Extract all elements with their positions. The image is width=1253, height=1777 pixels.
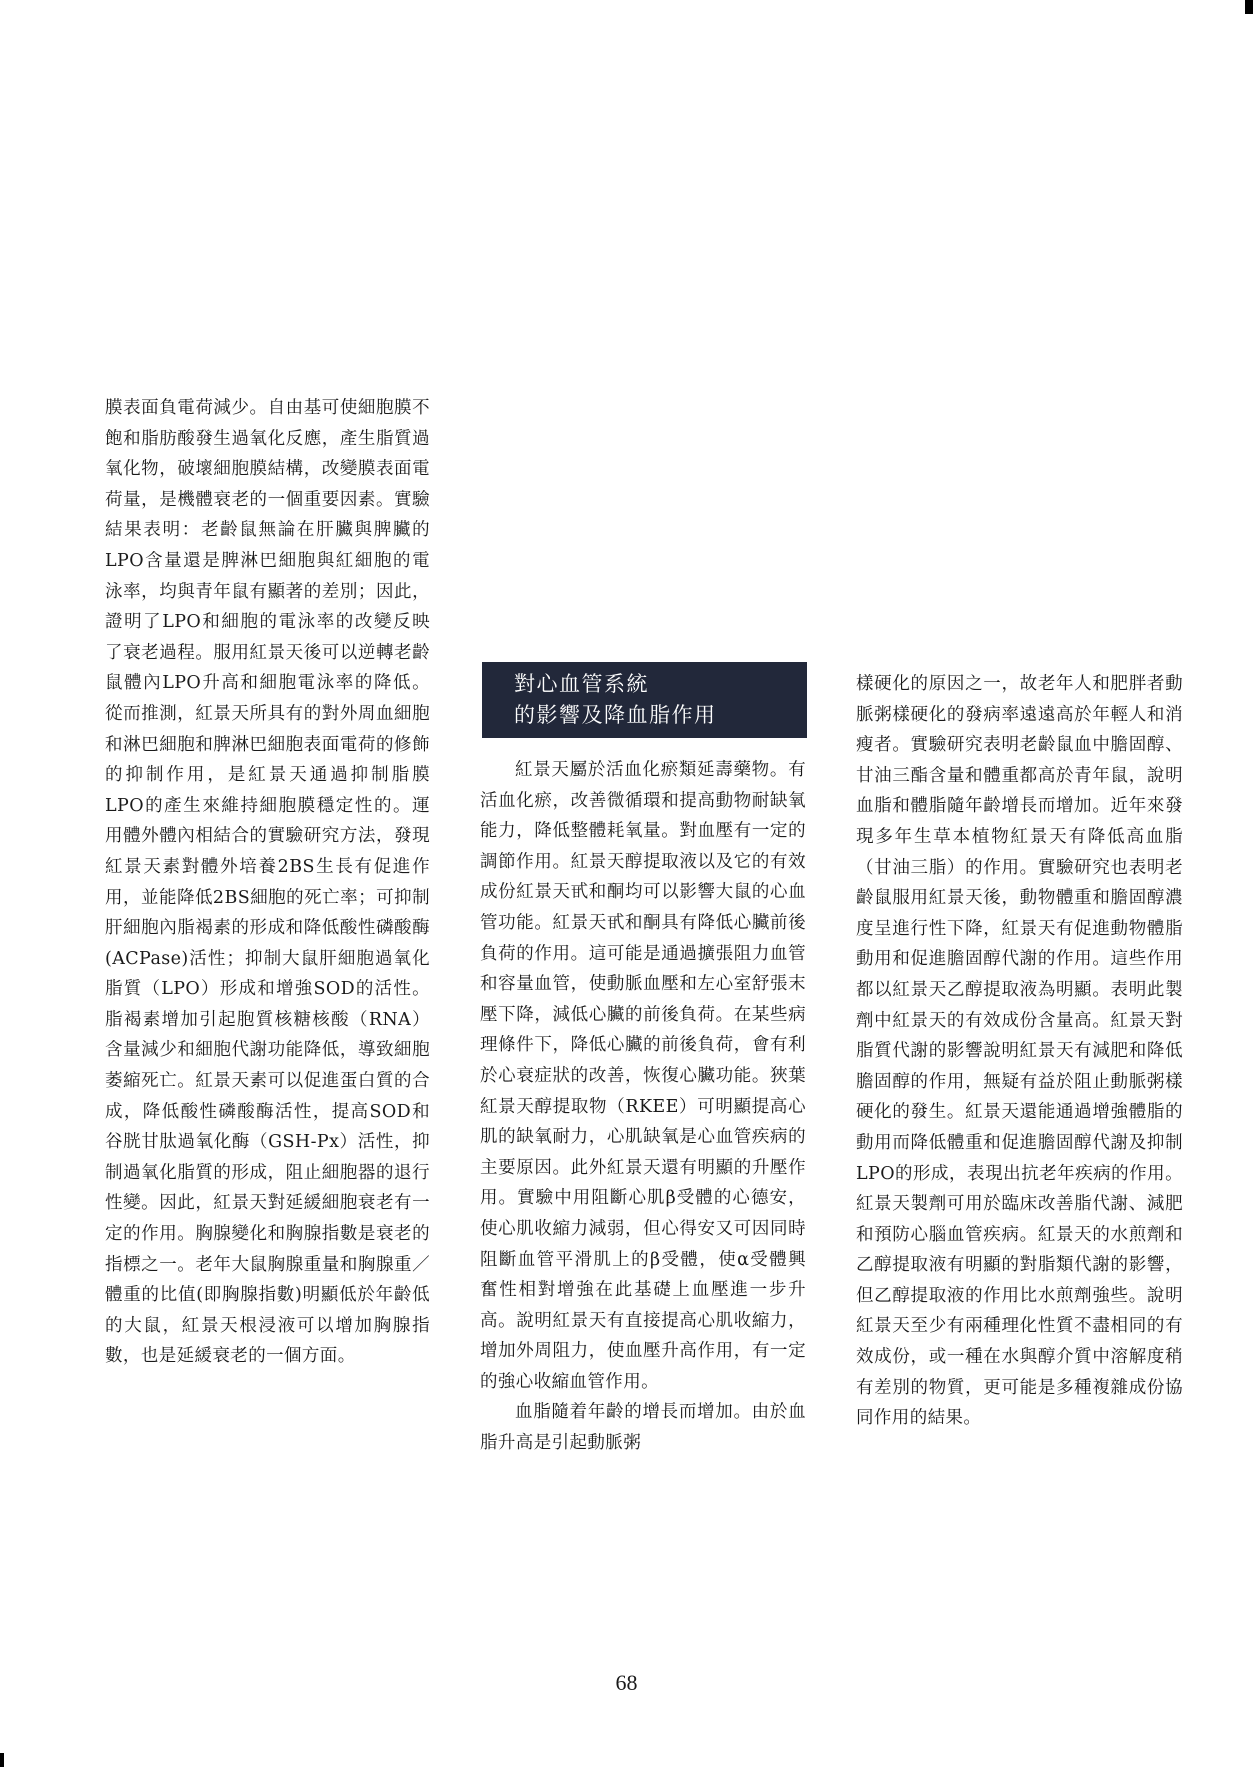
scan-edge-mark <box>0 1753 4 1767</box>
middle-column-paragraph-2: 血脂隨着年齡的增長而增加。由於血脂升高是引起動脈粥 <box>480 1402 806 1454</box>
middle-text-column <box>480 755 806 1459</box>
section-heading-line-1: 對心血管系統 <box>514 672 649 696</box>
scan-corner-mark <box>1245 0 1253 14</box>
left-text-column <box>105 393 430 1372</box>
left-column-paragraph: 膜表面負電荷減少。自由基可使細胞膜不飽和脂肪酸發生過氧化反應，產生脂質過氧化物，破壞細胞膜結構，改變膜表面電荷量，是機體衰老的一個重要因素。實驗結果表明：老齡鼠無論在肝臟與脾臟的LPO含量還是脾淋巴細胞與紅細胞的電泳率，均與青年鼠有顯著的差別；因此，證明了LPO和細胞的電泳率的改變反映了衰老過程。服用紅景天後可以逆轉老齡鼠體內LPO升高和細胞電泳率的降低。從而推測，紅景天所具有的對外周血細胞和淋巴細胞和脾淋巴細胞表面電荷的修飾的抑制作用，是紅景天通過抑制脂膜LPO的產生來維持細胞膜穩定性的。運用體外體內相結合的實驗研究方法，發現紅景天素對體外培養2BS生長有促進作用，並能降低2BS細胞的死亡率；可抑制肝細胞內脂褐素的形成和降低酸性磷酸酶(ACPase)活性；抑制大鼠肝細胞過氧化脂質（LPO）形成和增強SOD的活性。脂褐素增加引起胞質核糖核酸（RNA）含量減少和細胞代謝功能降低，導致細胞萎縮死亡。紅景天素可以促進蛋白質的合成，降低酸性磷酸酶活性，提高SOD和谷胱甘肽過氧化酶（GSH-Px）活性，抑制過氧化脂質的形成，阻止細胞器的退行性變。因此，紅景天對延緩細胞衰老有一定的作用。胸腺變化和胸腺指數是衰老的指標之一。老年大鼠胸腺重量和胸腺重／體重的比值(即胸腺指數)明顯低於年齡低的大鼠，紅景天根浸液可以增加胸腺指數，也是延緩衰老的一個方面。 <box>105 398 430 1367</box>
page-number: 68 <box>615 1670 638 1695</box>
section-heading-line-2: 的影響及降血脂作用 <box>514 703 717 727</box>
right-column-paragraph: 樣硬化的原因之一，故老年人和肥胖者動脈粥樣硬化的發病率遠遠高於年輕人和消瘦者。實驗研究表明老齡鼠血中膽固醇、甘油三酯含量和體重都高於青年鼠，說明血脂和體脂隨年齡增長而增加。近年來發現多年生草本植物紅景天有降低高血脂（甘油三脂）的作用。實驗研究也表明老齡鼠服用紅景天後，動物體重和膽固醇濃度呈進行性下降，紅景天有促進動物體脂動用和促進膽固醇代謝的作用。這些作用都以紅景天乙醇提取液為明顯。表明此製劑中紅景天的有效成份含量高。紅景天對脂質代謝的影響說明紅景天有減肥和降低膽固醇的作用，無疑有益於阻止動脈粥樣硬化的發生。紅景天還能通過增強體脂的動用而降低體重和促進膽固醇代謝及抑制LPO的形成，表現出抗老年疾病的作用。紅景天製劑可用於臨床改善脂代謝、減肥和預防心腦血管疾病。紅景天的水煎劑和乙醇提取液有明顯的對脂類代謝的影響，但乙醇提取液的作用比水煎劑強些。說明紅景天至少有兩種理化性質不盡相同的有效成份，或一種在水與醇介質中溶解度稍有差別的物質，更可能是多種複雜成份協同作用的結果。 <box>856 674 1183 1429</box>
right-text-column <box>856 669 1183 1434</box>
section-heading-box <box>482 662 807 738</box>
middle-column-paragraph-1: 紅景天屬於活血化瘀類延壽藥物。有活血化瘀，改善微循環和提高動物耐缺氧能力，降低整體耗氧量。對血壓有一定的調節作用。紅景天醇提取液以及它的有效成份紅景天甙和酮均可以影響大鼠的心血管功能。紅景天甙和酮具有降低心臟前後負荷的作用。這可能是通過擴張阻力血管和容量血管，使動脈血壓和左心室舒張末壓下降，減低心臟的前後負荷。在某些病理條件下，降低心臟的前後負荷，會有利於心衰症狀的改善，恢復心臟功能。狹葉紅景天醇提取物（RKEE）可明顯提高心肌的缺氧耐力，心肌缺氧是心血管疾病的主要原因。此外紅景天還有明顯的升壓作用。實驗中用阻斷心肌β受體的心德安，使心肌收縮力減弱，但心得安又可因同時阻斷血管平滑肌上的β受體，使α受體興奮性相對增強在此基礎上血壓進一步升高。說明紅景天有直接提高心肌收縮力，增加外周阻力，使血壓升高作用，有一定的強心收縮血管作用。 <box>480 760 806 1392</box>
